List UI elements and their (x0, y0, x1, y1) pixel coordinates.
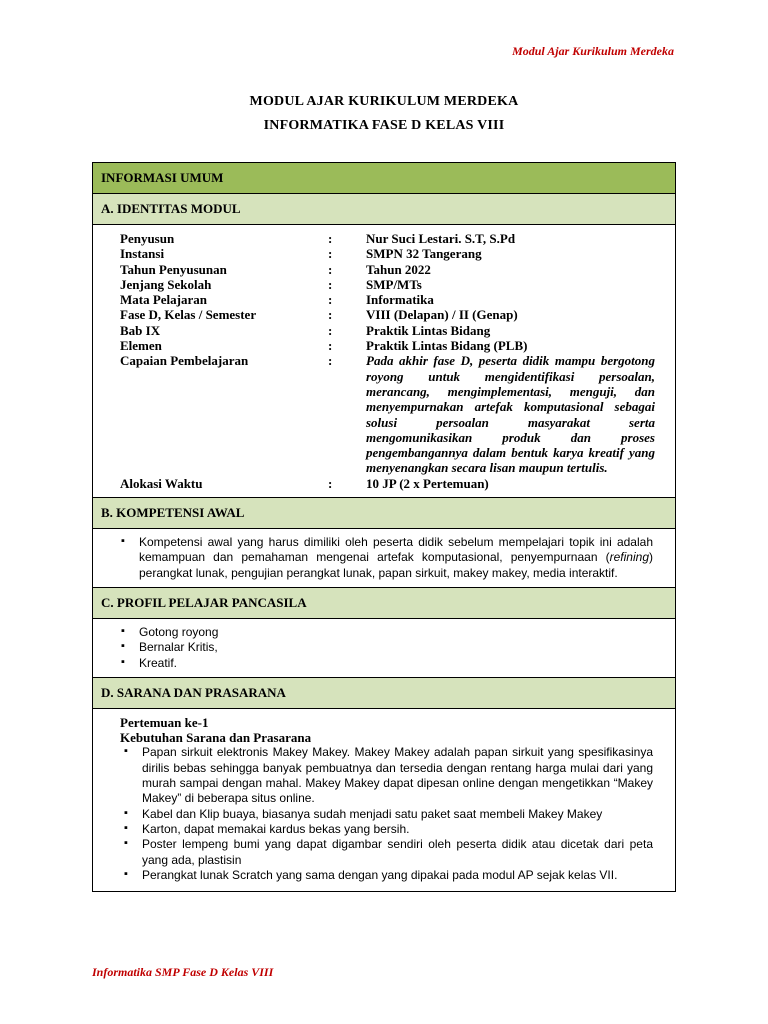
field-label: Tahun Penyusunan (120, 261, 227, 277)
identitas-row (120, 292, 655, 307)
list-item: ▪ Gotong royong (117, 625, 653, 640)
list-item: ▪ Karton, dapat memakai kardus bekas yang bersih. (120, 822, 653, 837)
sarana-heading: D. SARANA DAN PRASARANA (93, 678, 675, 709)
kompetensi-item: ▪ Kompetensi awal yang harus dimiliki oleh peserta didik sebelum mempelajari topik ini adalah kemampuan dan pemahaman mengenai artefak komputasional, penyempurnaan (refining) perangkat lunak, pengujian perangkat lunak, papan sirkuit, makey makey, media interaktif. (117, 535, 653, 581)
identitas-row (120, 246, 655, 261)
kompetensi-heading: B. KOMPETENSI AWAL (93, 498, 675, 529)
field-label: Elemen (120, 338, 162, 354)
field-value: 10 JP (2 x Pertemuan) (366, 475, 489, 491)
pertemuan-label: Pertemuan ke-1 (120, 714, 209, 730)
identitas-row (120, 262, 655, 277)
field-colon: : (328, 322, 333, 338)
list-item: ▪ Bernalar Kritis, (117, 640, 653, 655)
identitas-row (120, 323, 655, 338)
field-colon: : (328, 231, 333, 246)
capaian-pembelajaran-text: Pada akhir fase D, peserta didik mampu bergotong royong untuk mengidentifikasi persoalan, merancang, mengimplementasi, menguji, dan menyempurnakan artefak komputasional sebagai solusi persoalan masyarakat serta mengomunikasikan produk dan proses pengembangannya dalam bentuk karya kreatif yang menyenangkan secara lisan maupun tertulis. (366, 353, 655, 476)
list-item: ▪ Perangkat lunak Scratch yang sama dengan yang dipakai pada modul AP sejak kelas VII. (120, 868, 653, 883)
field-colon: : (328, 338, 333, 354)
field-label: Fase D, Kelas / Semester (120, 307, 257, 323)
field-label: Instansi (120, 246, 165, 262)
document-subtitle: INFORMATIKA FASE D KELAS VIII (263, 118, 505, 133)
field-value: SMPN 32 Tangerang (366, 246, 482, 262)
field-colon: : (328, 307, 333, 323)
field-colon: : (328, 261, 333, 277)
list-item: ▪ Poster lempeng bumi yang dapat digambar sendiri oleh peserta didik atau dicetak dari peta yang ada, plastisin (120, 837, 653, 868)
field-label: Jenjang Sekolah (120, 276, 212, 292)
kebutuhan-label: Kebutuhan Sarana dan Prasarana (120, 730, 312, 746)
kompetensi-section (93, 529, 675, 588)
field-value: Nur Suci Lestari. S.T, S.Pd (366, 231, 516, 246)
identitas-row (120, 338, 655, 353)
profil-section (93, 619, 675, 678)
identitas-section (93, 225, 675, 498)
field-colon: : (328, 353, 333, 369)
field-colon: : (328, 246, 333, 262)
identitas-heading: A. IDENTITAS MODUL (93, 194, 675, 225)
field-label: Bab IX (120, 322, 161, 338)
field-value: SMP/MTs (366, 276, 422, 292)
field-colon: : (328, 276, 333, 292)
module-table (92, 162, 676, 892)
list-item: ▪ Papan sirkuit elektronis Makey Makey. Makey Makey adalah papan sirkuit yang spesifikasinya dirilis bebas sehingga banyak pembuatnya dan tersedia dengan rentang harga mulai dari yang murah sampai dengan mahal. Makey Makey dapat dipesan online dengan mengetikkan “Makey Makey” di beberapa situs online. (120, 745, 653, 806)
header-note: Modul Ajar Kurikulum Merdeka (512, 44, 674, 58)
field-colon: : (328, 475, 333, 491)
sarana-section (93, 709, 675, 891)
field-label: Mata Pelajaran (120, 292, 208, 308)
field-value: Praktik Lintas Bidang (366, 322, 491, 338)
informasi-umum-heading: INFORMASI UMUM (93, 163, 675, 194)
field-value: Tahun 2022 (366, 261, 431, 277)
field-label: Alokasi Waktu (120, 475, 203, 491)
field-label: Capaian Pembelajaran (120, 353, 249, 369)
identitas-row (120, 353, 655, 475)
profil-heading: C. PROFIL PELAJAR PANCASILA (93, 588, 675, 619)
list-item: ▪ Kabel dan Klip buaya, biasanya sudah menjadi satu paket saat membeli Makey Makey (120, 807, 653, 822)
document-title: MODUL AJAR KURIKULUM MERDEKA (249, 94, 519, 109)
field-colon: : (328, 292, 333, 308)
field-value: VIII (Delapan) / II (Genap) (366, 307, 518, 323)
identitas-row (120, 307, 655, 322)
list-item: ▪ Kreatif. (117, 656, 653, 671)
footer-note: Informatika SMP Fase D Kelas VIII (92, 965, 274, 979)
identitas-row (120, 476, 655, 491)
field-value: Praktik Lintas Bidang (PLB) (366, 338, 528, 354)
field-value: Informatika (366, 292, 434, 308)
identitas-row (120, 277, 655, 292)
identitas-row (120, 231, 655, 246)
field-label: Penyusun (120, 231, 175, 246)
